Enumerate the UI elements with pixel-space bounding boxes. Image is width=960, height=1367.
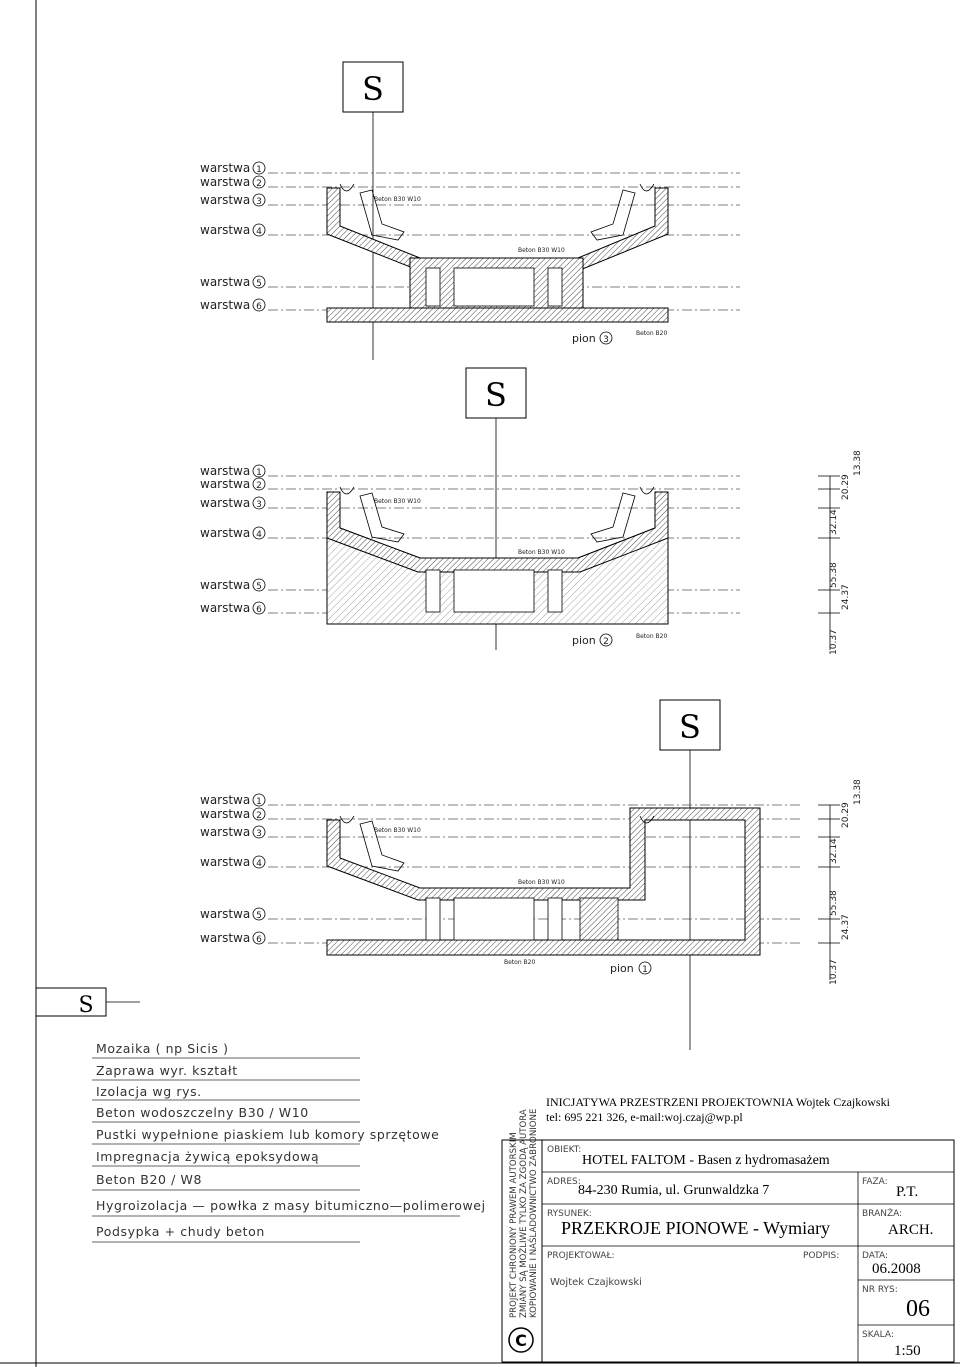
data-label: DATA: (862, 1251, 889, 1261)
rysunek-value: PRZEKROJE PIONOWE - Wymiary (561, 1218, 831, 1238)
dimension-value: 32.14 (829, 838, 839, 864)
layer-number: 2 (256, 179, 262, 189)
layer-number: 6 (256, 302, 262, 312)
material-note: Beton B20 (636, 330, 668, 337)
dimension-value: 24.37 (841, 914, 851, 940)
data-value: 06.2008 (872, 1261, 921, 1277)
layer-labels (200, 793, 265, 945)
dimension-value: 20.29 (841, 474, 851, 500)
office-header: INICJATYWA PRZESTRZENI PROJEKTOWNIA Wojtek Czajkowski (546, 1095, 890, 1109)
material-note: Beton B30 W10 (374, 827, 421, 834)
layer-label: warstwa (200, 825, 251, 839)
branza-label: BRANŻA: (862, 1209, 903, 1219)
layer-number: 3 (256, 197, 262, 207)
layer-label: warstwa (200, 855, 251, 869)
layer-number: 1 (256, 165, 262, 175)
adres-value: 84-230 Rumia, ul. Grunwaldzka 7 (578, 1183, 770, 1198)
layer-labels (200, 464, 265, 615)
projektowal-label: PROJEKTOWAŁ: (547, 1251, 615, 1261)
material-note: Beton B30 W10 (518, 549, 565, 556)
layer-label: warstwa (200, 275, 251, 289)
podpis-label: PODPIS: (803, 1251, 840, 1261)
layer-label: warstwa (200, 807, 251, 821)
obiekt-value: HOTEL FALTOM - Basen z hydromasażem (582, 1153, 830, 1168)
layer-number: 4 (256, 530, 262, 540)
material-note: Beton B30 W10 (374, 196, 421, 203)
layer-label: warstwa (200, 477, 251, 491)
layer-number: 5 (256, 279, 262, 289)
pion-label: pion (610, 962, 634, 975)
dimension-value: 10.37 (829, 959, 839, 985)
section-pion-2 (200, 368, 863, 655)
layer-number: 2 (256, 481, 262, 491)
layer-number: 6 (256, 935, 262, 945)
nr-value: 06 (906, 1296, 930, 1322)
title-block (502, 1095, 954, 1362)
legend (36, 988, 486, 1242)
section-mark-label: S (679, 708, 701, 746)
layer-label: warstwa (200, 161, 251, 175)
layer-label: warstwa (200, 464, 251, 478)
legend-item: Podsypka + chudy beton (96, 1224, 265, 1239)
layer-number: 4 (256, 859, 262, 869)
layer-number: 5 (256, 582, 262, 592)
dimension-value: 55.38 (829, 562, 839, 588)
seat-right (591, 493, 635, 542)
dimension-value: 13.38 (853, 450, 863, 476)
dimension-value: 13.38 (853, 779, 863, 805)
dimension-value: 24.37 (841, 584, 851, 610)
copyright-line: ZMIANY SĄ MOŻLIWE TYLKO ZA ZGODĄ AUTORA (519, 1109, 529, 1318)
copyright-line: PROJEKT CHRONIONY PRAWEM AUTORSKIM (509, 1132, 519, 1318)
layer-label: warstwa (200, 193, 251, 207)
layer-label: warstwa (200, 223, 251, 237)
gutter-right (640, 184, 654, 191)
dimension-value: 20.29 (841, 802, 851, 828)
faza-label: FAZA: (862, 1177, 888, 1187)
material-note: Beton B30 W10 (518, 247, 565, 254)
section-mark-label: S (485, 376, 507, 414)
layer-number: 2 (256, 811, 262, 821)
layer-number: 4 (256, 227, 262, 237)
section-mark-label: S (362, 70, 384, 108)
base-slab (327, 308, 668, 322)
layer-label: warstwa (200, 907, 251, 921)
dimension-chain (818, 779, 863, 985)
legend-item: Mozaika ( np Sicis ) (96, 1041, 229, 1056)
layer-label: warstwa (200, 298, 251, 312)
layer-label: warstwa (200, 793, 251, 807)
layer-label: warstwa (200, 175, 251, 189)
pion-label: pion (572, 332, 596, 345)
legend-item: Beton wodoszczelny B30 / W10 (96, 1105, 309, 1120)
legend-item: Hygroizolacja — powłka z masy bitumiczno—polimerowej (96, 1198, 486, 1213)
layer-number: 1 (256, 797, 262, 807)
skala-value: 1:50 (894, 1343, 921, 1359)
legend-item: Zaprawa wyr. kształt (96, 1063, 238, 1078)
faza-value: P.T. (896, 1184, 919, 1200)
dimension-value: 55.38 (829, 890, 839, 916)
pion-number: 3 (603, 335, 609, 345)
layer-label: warstwa (200, 931, 251, 945)
layer-label: warstwa (200, 578, 251, 592)
layer-number: 6 (256, 605, 262, 615)
skala-label: SKALA: (862, 1330, 894, 1340)
layer-number: 3 (256, 829, 262, 839)
obiekt-label: OBIEKT: (547, 1145, 582, 1155)
legend-mark-box (36, 988, 106, 1016)
nr-label: NR RYS: (862, 1285, 898, 1295)
legend-mark: S (78, 993, 94, 1018)
layer-number: 3 (256, 500, 262, 510)
layer-number: 1 (256, 468, 262, 478)
seat-right (591, 190, 635, 240)
material-note: Beton B20 (504, 959, 536, 966)
layer-number: 5 (256, 911, 262, 921)
dimension-value: 32.14 (829, 509, 839, 535)
material-note: Beton B30 W10 (518, 879, 565, 886)
adres-label: ADRES: (547, 1177, 581, 1187)
office-contact: tel: 695 221 326, e-mail:woj.czaj@wp.pl (546, 1110, 743, 1124)
gutter-right (640, 487, 654, 494)
layer-label: warstwa (200, 526, 251, 540)
pion-label: pion (572, 634, 596, 647)
layer-labels (200, 161, 265, 312)
section-pion-3 (200, 62, 740, 360)
dimension-value: 10.37 (829, 629, 839, 655)
gutter-left (340, 816, 354, 823)
legend-item: Izolacja wg rys. (96, 1084, 202, 1099)
rysunek-label: RYSUNEK: (547, 1209, 592, 1219)
material-note: Beton B30 W10 (374, 498, 421, 505)
pion-number: 2 (603, 637, 609, 647)
legend-item: Beton B20 / W8 (96, 1172, 203, 1187)
legend-item: Pustki wypełnione piaskiem lub komory sprzętowe (96, 1127, 440, 1142)
layer-label: warstwa (200, 601, 251, 615)
material-note: Beton B20 (636, 633, 668, 640)
projektowal-value: Wojtek Czajkowski (550, 1277, 642, 1288)
gutter-left (340, 184, 354, 191)
copyright-line: KOPIOWANIE I NAŚLADOWNICTWO ZABRONIONE (529, 1108, 539, 1318)
branza-value: ARCH. (888, 1222, 934, 1238)
copyright-symbol: C (515, 1331, 527, 1350)
section-pion-1 (200, 700, 863, 1050)
pion-number: 1 (642, 965, 648, 975)
legend-item: Impregnacja żywicą epoksydową (96, 1149, 320, 1164)
layer-label: warstwa (200, 496, 251, 510)
gutter-left (340, 487, 354, 494)
dimension-chain (818, 450, 863, 655)
